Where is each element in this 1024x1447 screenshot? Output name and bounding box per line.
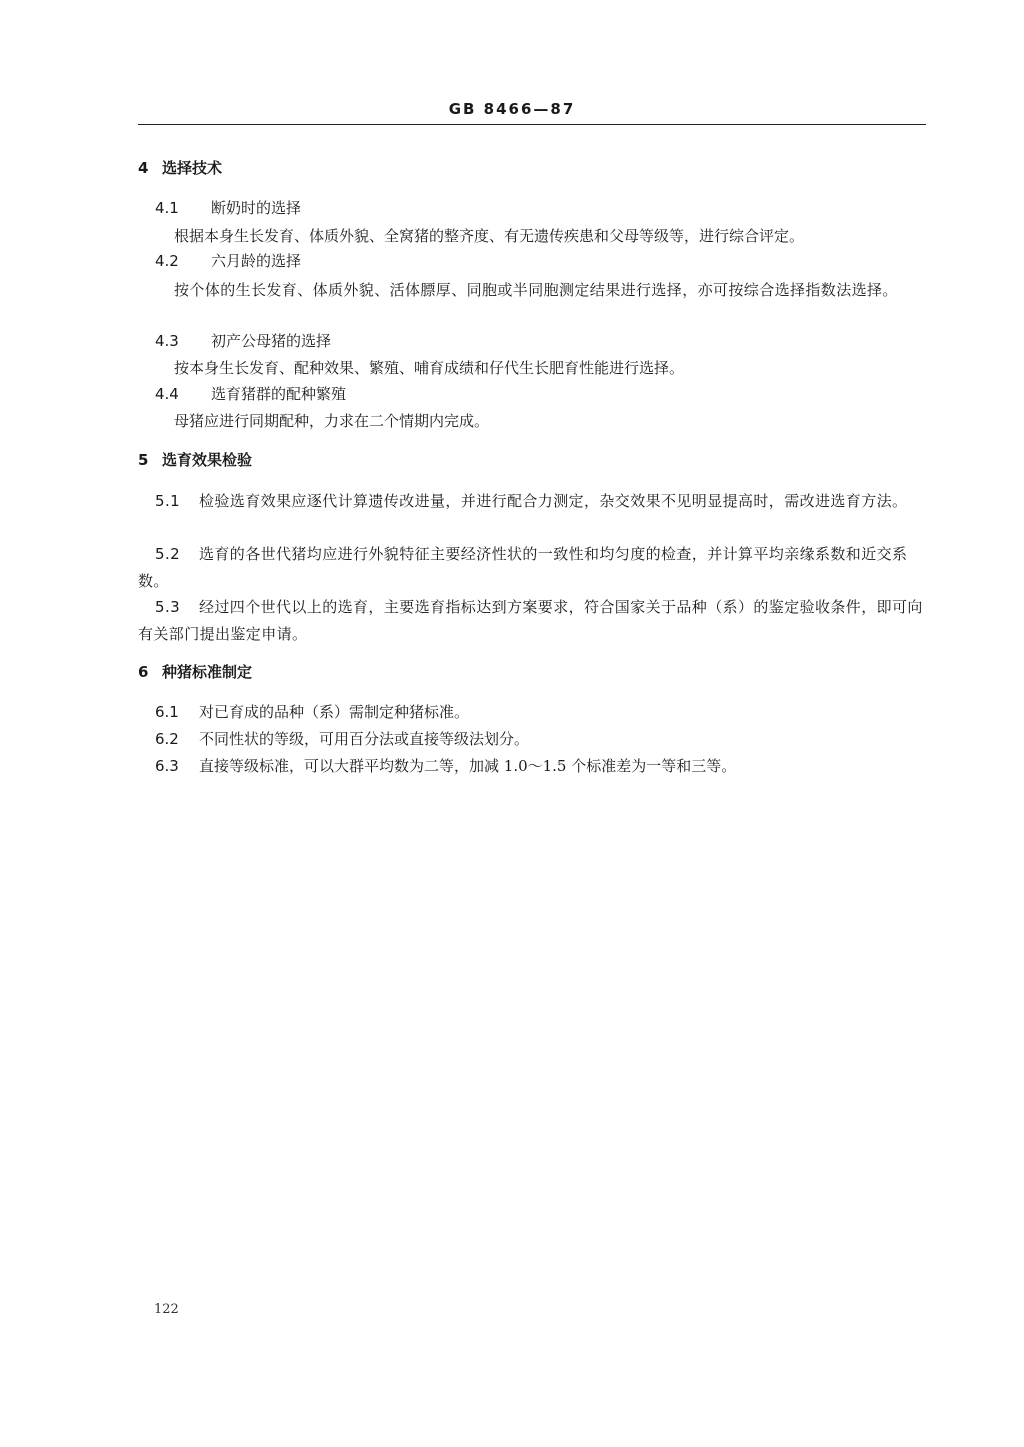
section-number: 5 (138, 451, 149, 469)
subsection-title: 初产公母猪的选择 (211, 332, 332, 350)
paragraph-number: 6.1 (155, 703, 179, 721)
subsection-number: 4.1 (155, 199, 179, 217)
page-number: 122 (154, 1302, 179, 1317)
paragraph-6-1 (155, 702, 469, 722)
paragraph-5-2 (138, 541, 924, 595)
section-6-heading (138, 662, 252, 682)
paragraph-4-4: 母猪应进行同期配种，力求在二个情期内完成。 (174, 412, 490, 430)
subsection-4-1-heading (155, 198, 301, 218)
paragraph-4-3: 按本身生长发育、配种效果、繁殖、哺育成绩和仔代生长肥育性能进行选择。 (174, 359, 685, 377)
paragraph-text: 选育的各世代猪均应进行外貌特征主要经济性状的一致性和均匀度的检查，并计算平均亲缘系数和近交系数。 (138, 545, 908, 590)
subsection-4-2-heading (155, 251, 301, 271)
subsection-number: 4.2 (155, 252, 179, 270)
subsection-title: 断奶时的选择 (211, 199, 302, 217)
paragraph-number: 5.3 (155, 598, 181, 616)
section-title: 种猪标准制定 (162, 663, 253, 681)
section-5-heading (138, 450, 252, 470)
paragraph-text: 直接等级标准，可以大群平均数为二等，加减 1.0～1.5 个标准差为一等和三等。 (199, 757, 737, 775)
paragraph-text: 对已育成的品种（系）需制定种猪标准。 (199, 703, 470, 721)
paragraph-text: 不同性状的等级，可用百分法或直接等级法划分。 (199, 730, 530, 748)
paragraph-number: 5.1 (155, 492, 181, 510)
paragraph-text: 经过四个世代以上的选育，主要选育指标达到方案要求，符合国家关于品种（系）的鉴定验收条件，即可向有关部门提出鉴定申请。 (138, 598, 923, 643)
section-number: 6 (138, 663, 149, 681)
section-title: 选择技术 (162, 159, 223, 177)
section-number: 4 (138, 159, 149, 177)
paragraph-number: 6.3 (155, 757, 179, 775)
paragraph-text: 检验选育效果应逐代计算遗传改进量，并进行配合力测定，杂交效果不见明显提高时，需改进选育方法。 (199, 492, 908, 510)
subsection-4-4-heading (155, 384, 346, 404)
subsection-title: 六月龄的选择 (211, 252, 302, 270)
subsection-title: 选育猪群的配种繁殖 (211, 385, 347, 403)
subsection-number: 4.4 (155, 385, 179, 403)
paragraph-5-3 (138, 594, 924, 648)
subsection-number: 4.3 (155, 332, 179, 350)
header-rule (138, 124, 926, 125)
document-code-header: GB 8466—87 (448, 100, 576, 118)
section-4-heading (138, 158, 222, 178)
section-title: 选育效果检验 (162, 451, 253, 469)
paragraph-6-3 (155, 756, 736, 776)
paragraph-5-1 (138, 488, 924, 515)
paragraph-4-2: 按个体的生长发育、体质外貌、活体膘厚、同胞或半同胞测定结果进行选择，亦可按综合选择指数法选择。 (174, 281, 898, 299)
paragraph-6-2 (155, 729, 529, 749)
paragraph-number: 6.2 (155, 730, 179, 748)
paragraph-4-1: 根据本身生长发育、体质外貌、全窝猪的整齐度、有无遗传疾患和父母等级等，进行综合评定。 (174, 227, 805, 245)
paragraph-number: 5.2 (155, 545, 181, 563)
subsection-4-3-heading (155, 331, 331, 351)
